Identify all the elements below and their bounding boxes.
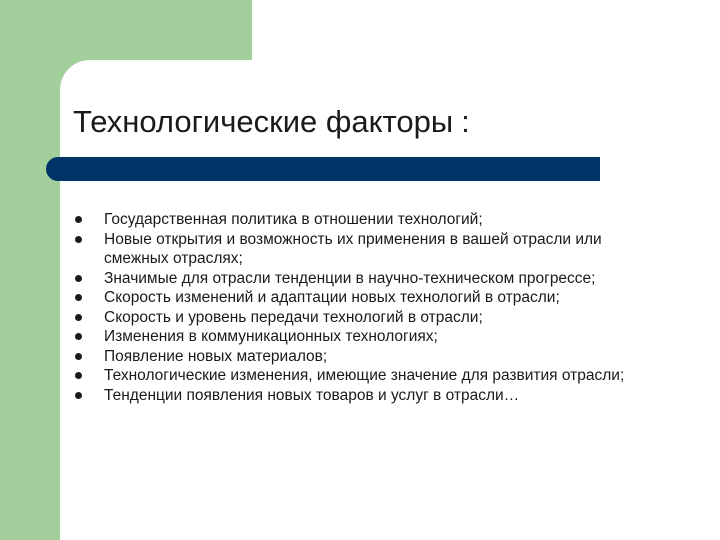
bullet-text: Скорость и уровень передачи технологий в отрасли;: [104, 308, 483, 326]
slide-title: [73, 104, 470, 140]
slide-title-colon: :: [461, 104, 470, 139]
bullet-text: Государственная политика в отношении технологий;: [104, 211, 483, 228]
green-accent-left: [0, 0, 60, 540]
bullet-item: [73, 308, 663, 328]
bullet-text: Появление новых материалов;: [104, 347, 328, 365]
title-underline-bar: [46, 157, 600, 181]
bullet-text: Значимые для отрасли тенденции в научно-техническом прогрессе;: [104, 269, 596, 287]
bullet-dot-icon: [75, 392, 82, 399]
bullet-dot-icon: [75, 236, 82, 243]
bullet-dot-icon: [75, 216, 82, 223]
bullet-dot-icon: [75, 275, 82, 282]
bullet-item: [73, 288, 663, 308]
bullet-item: [73, 386, 663, 406]
bullet-text: Скорость изменений и адаптации новых технологий в отрасли;: [104, 289, 560, 306]
bullet-item: [73, 210, 663, 230]
bullet-text: Новые открытия и возможность их применения в вашей отрасли или смежных отраслях;: [104, 230, 602, 267]
bullet-item: [73, 366, 663, 386]
bullet-item: [73, 327, 663, 347]
bullet-text: Технологические изменения, имеющие значение для развития отрасли;: [104, 367, 625, 384]
bullet-dot-icon: [75, 294, 82, 301]
bullet-dot-icon: [75, 353, 82, 360]
bullet-dot-icon: [75, 372, 82, 379]
bullet-text: Изменения в коммуникационных технологиях;: [104, 328, 438, 345]
bullet-item: [73, 269, 663, 289]
bullet-item: [73, 347, 663, 367]
slide-title-text: Технологические факторы: [73, 104, 454, 139]
bullet-text: Тенденции появления новых товаров и услуг в отрасли…: [104, 386, 520, 404]
bullet-dot-icon: [75, 314, 82, 321]
bullet-list: [73, 210, 663, 405]
bullet-dot-icon: [75, 333, 82, 340]
bullet-item: [73, 230, 663, 269]
